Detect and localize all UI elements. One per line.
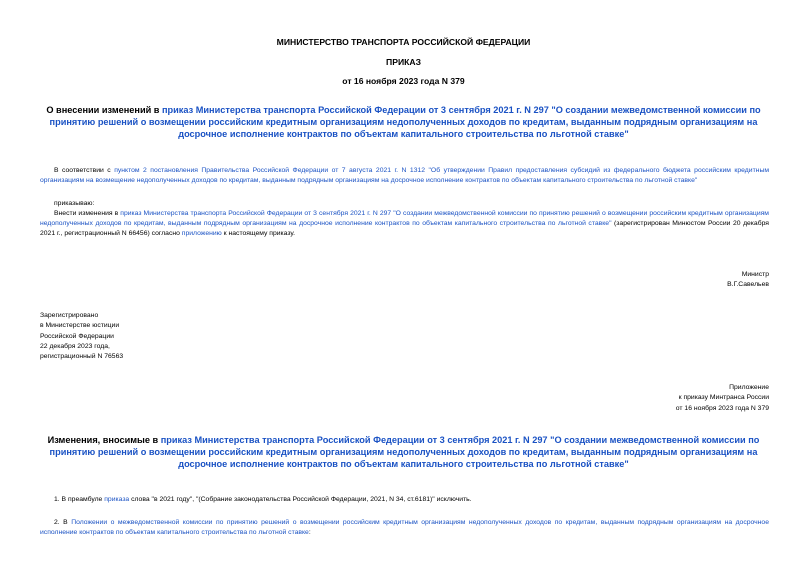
item-2-paragraph xyxy=(40,518,769,538)
preamble-paragraph xyxy=(40,166,769,186)
order-title xyxy=(40,104,767,140)
registration-block xyxy=(40,311,123,362)
order-para-middle: (зарегистрирован Минюстом России 20 декабря 2021 г., регистрационный N 66456) согласно xyxy=(40,220,769,237)
date-number-heading: от 16 ноября 2023 года N 379 xyxy=(342,76,465,86)
item-1-prefix: 1. В преамбуле xyxy=(54,496,105,503)
appendix-block xyxy=(560,383,769,414)
registration-line-3: Российской Федерации xyxy=(40,332,114,340)
order-para-link-appendix[interactable]: приложению xyxy=(181,230,222,237)
item-2-suffix: : xyxy=(308,529,311,536)
changes-title-prefix: Изменения, вносимые в xyxy=(47,435,161,445)
order-word: приказываю: xyxy=(54,200,95,207)
signature-block xyxy=(560,270,769,291)
order-title-prefix: О внесении изменений в xyxy=(46,105,162,115)
appendix-line-3: от 16 ноября 2023 года N 379 xyxy=(675,404,769,412)
preamble-link[interactable]: пунктом 2 постановления Правительства Российской Федерации от 7 августа 2021 г. N 1312 "Об утверждении Правил предоставления субсидий из федерального бюджета российским кредитным организациям на возмещение недополученных доходов по кредитам, выданным подрядным организациям на досрочное исполнение контрактов по объектам капитального строительства по льготной ставке" xyxy=(40,167,769,184)
registration-line-5: регистрационный N 76563 xyxy=(40,353,124,361)
changes-title xyxy=(40,434,767,470)
changes-title-link[interactable]: приказ Министерства транспорта Российской Федерации от 3 сентября 2021 г. N 297 "О создании межведомственной комиссии по принятию решений о возмещении российским кредитным организациям недополученных доходов по кредитам, выданным подрядным организациям на досрочное исполнение контрактов по объектам капитального строительства по льготной ставке" xyxy=(49,435,760,469)
registration-line-1: Зарегистрировано xyxy=(40,312,99,319)
item-1-paragraph xyxy=(40,495,769,505)
order-paragraph xyxy=(40,209,769,239)
item-1-link[interactable]: приказа xyxy=(104,496,130,503)
order-title-link[interactable]: приказ Министерства транспорта Российской Федерации от 3 сентября 2021 г. N 297 "О создании межведомственной комиссии по принятию решений о возмещении российским кредитным организациям недополученных доходов по кредитам, выданным подрядным организациям на досрочное исполнение контрактов по объектам капитального строительства по льготной ставке" xyxy=(49,105,761,139)
appendix-line-2: к приказу Минтранса России xyxy=(678,394,769,402)
preamble-prefix: В соответствии с xyxy=(54,167,115,174)
registration-line-4: 22 декабря 2023 года, xyxy=(40,342,110,350)
registration-line-2: в Министерстве юстиции xyxy=(40,322,120,330)
signature-position: Министр xyxy=(741,271,769,278)
item-2-prefix: 2. В xyxy=(54,519,72,526)
order-para-suffix: к настоящему приказу. xyxy=(221,230,296,237)
doc-type-heading: ПРИКАЗ xyxy=(386,57,421,67)
order-para-prefix: Внести изменения в xyxy=(54,210,121,217)
order-para-link-order[interactable]: приказ Министерства транспорта Российской Федерации от 3 сентября 2021 г. N 297 "О создании межведомственной комиссии по принятию решений о возмещении российским кредитным организациям недополученных доходов по кредитам, выданным подрядным организациям на досрочное исполнение контрактов по объектам капитального строительства по льготной ставке" xyxy=(40,210,769,227)
ministry-heading: МИНИСТЕРСТВО ТРАНСПОРТА РОССИЙСКОЙ ФЕДЕРАЦИИ xyxy=(276,37,531,47)
appendix-line-1: Приложение xyxy=(729,384,769,391)
item-2-link[interactable]: Положении о межведомственной комиссии по принятию решений о возмещении российским кредитным организациям недополученных доходов по кредитам, выданным подрядным организациям на досрочное исполнение контрактов по объектам капитального строительства по льготной ставке xyxy=(40,519,769,536)
item-1-suffix: слова "в 2021 году", "(Собрание законодательства Российской Федерации, 2021, N 34, ст.6181)" исключить. xyxy=(129,496,472,503)
signature-name: В.Г.Савельев xyxy=(727,281,769,289)
